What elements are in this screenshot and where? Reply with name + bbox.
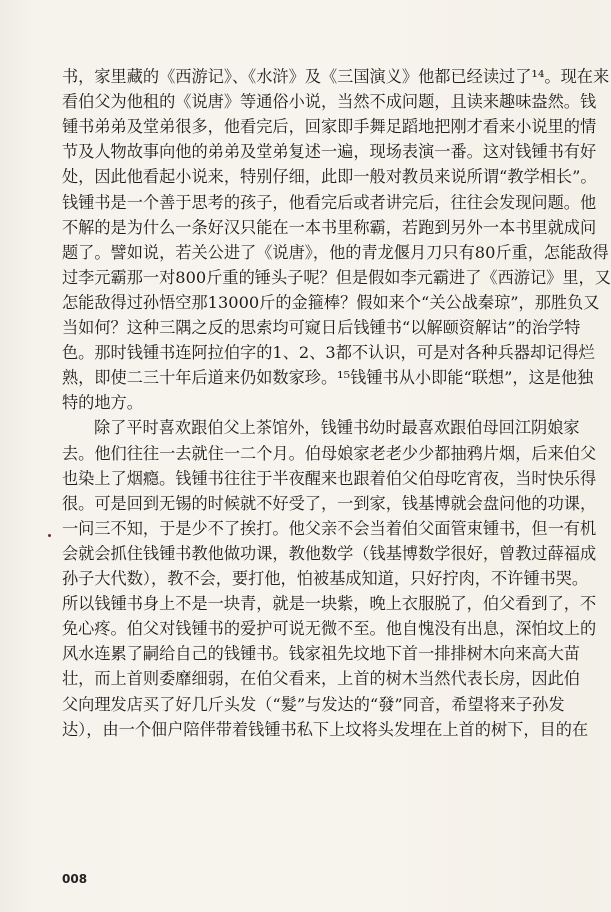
text-line: 当如何？这种三隅之反的思索均可窥日后钱锺书“以解颐资解诂”的治学特 <box>62 318 581 337</box>
text-line: 去。他们往往一去就住一二个月。伯母娘家老老少少都抽鸦片烟，后来伯父 <box>62 443 597 463</box>
text-line: 节及人物故事向他的弟弟及堂弟复述一遍，现场表演一番。这对钱锺书有好 <box>62 142 597 162</box>
print-speck <box>48 534 51 537</box>
text-line: 很。可是回到无锡的时候就不好受了，一到家，钱基博就会盘问他的功课， <box>62 493 597 513</box>
text-line: 怎能敌得过孙悟空那13000斤的金箍棒？假如来个“关公战秦琼”，那胜负又 <box>62 292 600 312</box>
text-line: 会就会抓住钱锺书教他做功课，教他数学（钱基博数学很好，曾教过薛福成 <box>62 543 597 563</box>
text-line: 父向理发店买了好几斤头发（“髮”与发达的“發”同音，希望将来子孙发 <box>62 694 565 714</box>
text-line: 孙子大代数），教不会，要打他，怕被基成知道，只好拧肉，不许锺书哭。 <box>62 569 589 588</box>
text-line: 不解的是为什么一条好汉只能在一本书里称霸，若跑到另外一本书里就成问 <box>62 217 597 237</box>
text-line: 熟，即使二三十年后道来仍如数家珍。¹⁵钱锺书从小即能“联想”，这是他独 <box>62 368 594 388</box>
text-line: 除了平时喜欢跟伯父上茶馆外，钱锺书幼时最喜欢跟伯母回江阴娘家 <box>94 418 580 438</box>
text-line: 免心疼。伯父对钱锺书的爱护可说无微不至。他自愧没有出息，深怕坟上的 <box>62 619 597 639</box>
text-line: 题了。譬如说，若关公进了《说唐》，他的青龙偃月刀只有80斤重，怎能敌得 <box>62 242 609 262</box>
text-line: 过李元霸那一对800斤重的锤头子呢？但是假如李元霸进了《西游记》里，又 <box>62 267 611 287</box>
text-line: 钱锺书是一个善于思考的孩子，他看完后或者讲完后，往往会发现问题。他 <box>62 192 597 212</box>
text-line: 风水连累了嗣给自己的钱锺书。钱家祖先坟地下首一排排树木向来高大苗 <box>62 644 580 664</box>
text-line: 壮，而上首则委靡细弱，在伯父看来，上首的树木当然代表长房，因此伯 <box>62 669 580 689</box>
text-line: 处，因此他看起小说来，特别仔细，此即一般对教员来说所谓“教学相长”。 <box>62 167 597 187</box>
page-number: 008 <box>62 872 88 886</box>
text-line: 特的地方。 <box>62 393 143 413</box>
text-line: 所以钱锺书身上不是一块青，就是一块紫，晚上衣服脱了，伯父看到了，不 <box>62 594 597 614</box>
text-line: 一问三不知，于是少不了挨打。他父亲不会当着伯父面管束锺书，但一有机 <box>62 518 597 538</box>
text-line: 也染上了烟瘾。钱锺书往往于半夜醒来也跟着伯父伯母吃宵夜，当时快乐得 <box>62 468 597 488</box>
text-line: 锺书弟弟及堂弟很多，他看完后，回家即手舞足蹈地把刚才看来小说里的情 <box>62 117 597 137</box>
text-line: 色。那时钱锺书连阿拉伯字的1、2、3都不认识，可是对各种兵器却记得烂 <box>62 343 595 363</box>
text-line: 看伯父为他租的《说唐》等通俗小说，当然不成问题，且读来趣味盎然。钱 <box>62 92 597 112</box>
text-line: 书，家里藏的《西游记》、《水浒》及《三国演义》他都已经读过了¹⁴。现在来 <box>62 67 610 86</box>
text-line: 达），由一个佃户陪伴带着钱锺书私下上坟将头发埋在上首的树下，目的在 <box>62 719 589 739</box>
